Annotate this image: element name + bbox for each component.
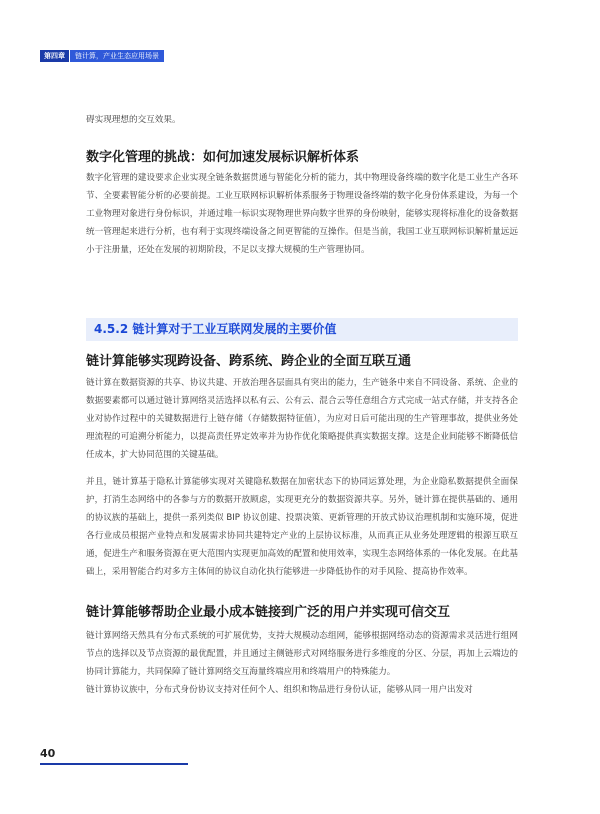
chapter-title: 链计算，产业生态应用场景 — [70, 50, 164, 62]
trusted-paragraph-2: 链计算协议族中，分布式身份协议支持对任何个人、组织和物品进行身份认证，能够从同一用户出发对 — [86, 685, 473, 695]
intro-line: 碍实现理想的交互效果。 — [86, 115, 181, 125]
section-title: 4.5.2 链计算对于工业互联网发展的主要价值 — [94, 322, 337, 336]
trusted-paragraph-1: 链计算网络天然具有分布式系统的可扩展优势，支持大规模动态组网，能够根据网络动态的资源需求灵活进行组网节点的选择以及节点资源的最优配置，并且通过主侧链形式对网络服务进行多维度的分区、分层，再加上云端边的协同计算能力，共同保障了链计算网络交互海量终端应用和终端用户的特殊能力。 — [86, 631, 518, 677]
trusted-heading: 链计算能够帮助企业最小成本链接到广泛的用户并实现可信交互 — [86, 605, 451, 620]
chapter-header — [40, 50, 164, 62]
footer-rule — [40, 763, 188, 765]
page-number: 40 — [40, 747, 56, 760]
chapter-tag: 第四章 — [40, 50, 69, 62]
section-bar — [86, 318, 518, 341]
interconnect-paragraph-2: 并且，链计算基于隐私计算能够实现对关键隐私数据在加密状态下的协同运算处理，为企业隐私数据提供全面保护，打消生态网络中的各参与方的数据开放顾虑，实现更充分的数据资源共享。另外，链计算在提供基础的、通用的协议族的基础上，提供一系列类似 BIP 协议创建、投票决策、更新管理的开放式协议治理机制和实施环境，促进各行业成员根据产业特点和发展需求协同共建特定产业的上层协议标准，从而真正从业务处理逻辑的根源互联互通，促进生产和服务资源在更大范围内实现更加高效的配置和使用效率，实现生态网络体系的一体化发展。在此基础上，采用智能合约对多方主体间的协议自动化执行能够进一步降低协作的对手风险、提高协作效率。 — [86, 477, 518, 577]
challenge-heading: 数字化管理的挑战：如何加速发展标识解析体系 — [86, 150, 360, 165]
interconnect-heading: 链计算能够实现跨设备、跨系统、跨企业的全面互联互通 — [86, 354, 412, 369]
challenge-paragraph: 数字化管理的建设要求企业实现全链条数据贯通与智能化分析的能力，其中物理设备终端的数字化是工业生产各环节、全要素智能分析的必要前提。工业互联网标识解析体系服务于物理设备终端的数字化身份体系建设，为每一个工业物理对象进行身份标识，并通过唯一标识实现物理世界向数字世界的身份映射，能够实现将标准化的设备数据统一管理起来进行分析，也有利于实现终端设备之间更智能的互操作。但是当前，我国工业互联网标识解析量远远小于注册量，还处在发展的初期阶段，不足以支撑大规模的生产管理协同。 — [86, 173, 518, 255]
interconnect-paragraph-1: 链计算在数据资源的共享、协议共建、开放治理各层面具有突出的能力，生产链条中来自不同设备、系统、企业的数据要素都可以通过链计算网络灵活选择以私有云、公有云、混合云等任意组合方式完成一站式存储，并支持各企业对协作过程中的关键数据进行上链存储（存储数据特征值），为应对日后可能出现的生产管理事故，提供业务处理流程的可追溯分析能力，以提高责任界定效率并为协作优化策略提供真实数据支撑。这是企业间能够不断降低信任成本，扩大协同范围的关键基础。 — [86, 378, 518, 460]
